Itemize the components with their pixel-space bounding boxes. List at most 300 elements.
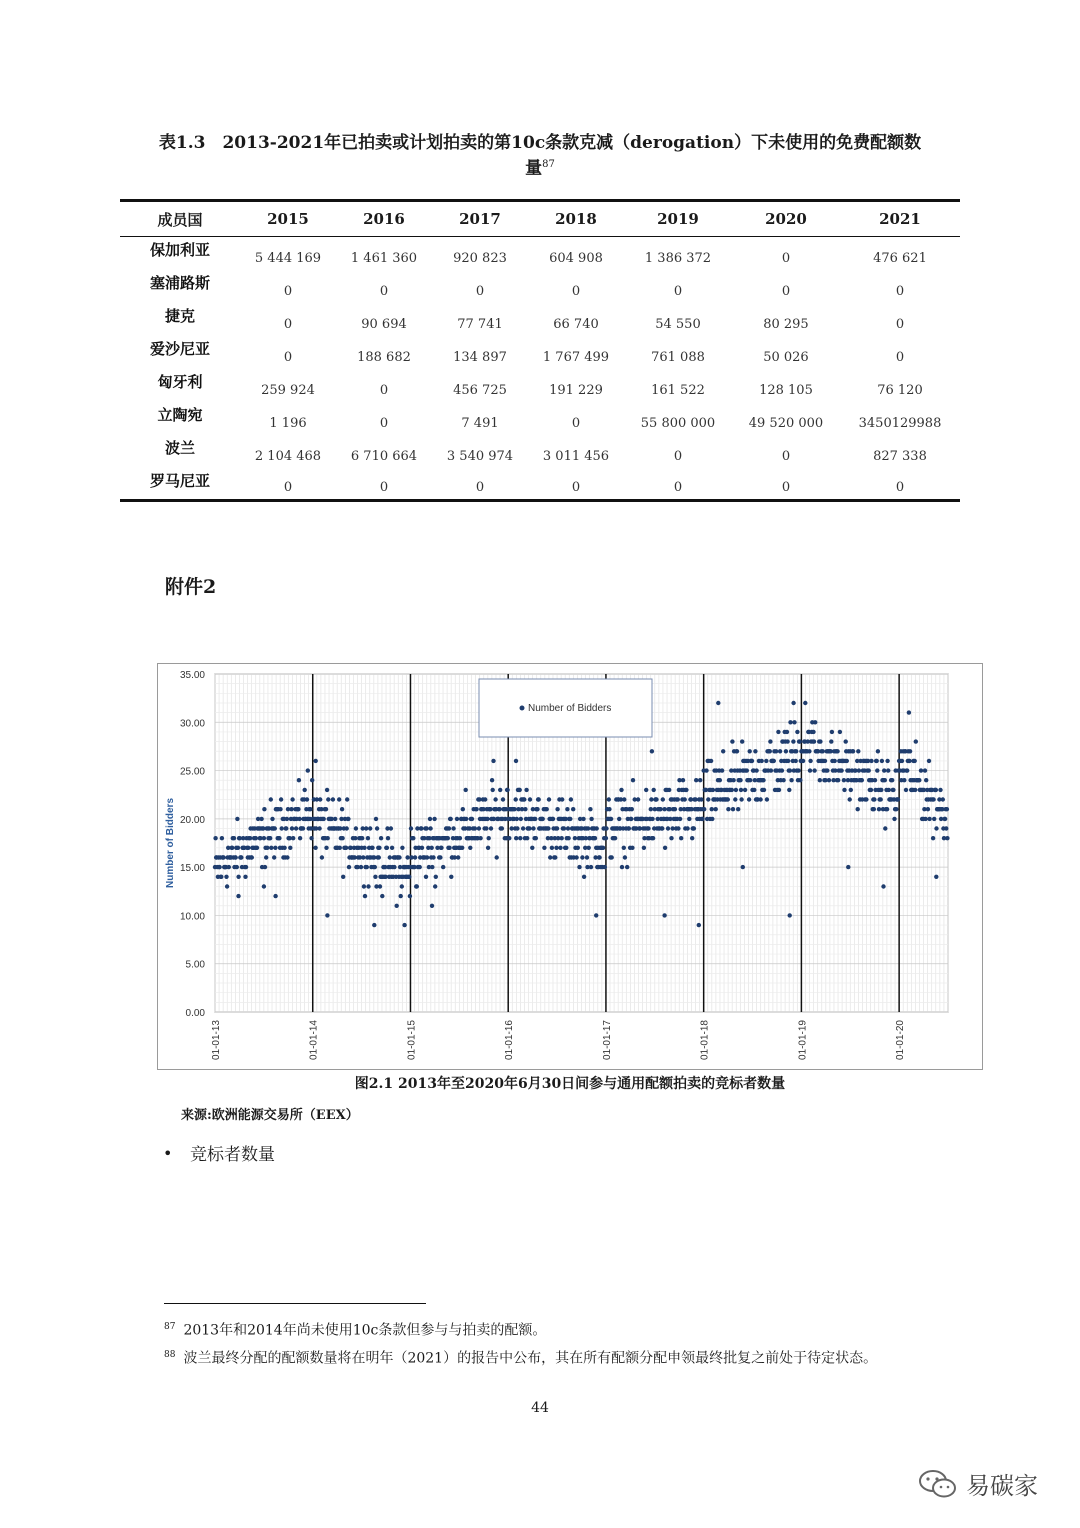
data-point bbox=[792, 720, 796, 724]
data-point bbox=[405, 855, 409, 859]
data-point bbox=[943, 817, 947, 821]
data-point bbox=[927, 759, 931, 763]
data-point bbox=[813, 720, 817, 724]
data-point bbox=[630, 846, 634, 850]
data-point bbox=[262, 836, 266, 840]
data-point bbox=[765, 797, 769, 801]
data-point bbox=[318, 797, 322, 801]
data-point bbox=[528, 797, 532, 801]
data-point bbox=[363, 894, 367, 898]
data-point bbox=[345, 797, 349, 801]
data-point bbox=[945, 836, 949, 840]
data-point bbox=[236, 875, 240, 879]
data-point bbox=[625, 865, 629, 869]
x-tick-label: 01-01-20 bbox=[895, 1020, 907, 1061]
table-row bbox=[120, 303, 960, 336]
data-point bbox=[860, 778, 864, 782]
header-year: 2018 bbox=[555, 210, 597, 228]
data-point bbox=[629, 817, 633, 821]
data-point bbox=[230, 846, 234, 850]
data-point bbox=[433, 884, 437, 888]
data-point bbox=[273, 894, 277, 898]
data-point bbox=[687, 817, 691, 821]
data-point bbox=[761, 778, 765, 782]
cell-value: 0 bbox=[283, 480, 293, 495]
data-point bbox=[553, 855, 557, 859]
data-point bbox=[777, 788, 781, 792]
cell-value: 604 908 bbox=[549, 250, 603, 266]
cell-value: 1 386 372 bbox=[644, 250, 712, 266]
data-point bbox=[282, 846, 286, 850]
data-point bbox=[681, 778, 685, 782]
data-point bbox=[785, 739, 789, 743]
data-point bbox=[769, 768, 773, 772]
data-point bbox=[882, 768, 886, 772]
data-point bbox=[934, 875, 938, 879]
data-point bbox=[491, 788, 495, 792]
table-row bbox=[120, 270, 960, 303]
header-year: 2016 bbox=[363, 210, 405, 228]
data-point bbox=[934, 826, 938, 830]
data-point bbox=[239, 855, 243, 859]
data-point bbox=[400, 884, 404, 888]
data-point bbox=[662, 807, 666, 811]
data-point bbox=[607, 797, 611, 801]
data-point bbox=[484, 826, 488, 830]
data-point bbox=[597, 855, 601, 859]
y-tick-label: 0.00 bbox=[185, 1008, 205, 1019]
data-point bbox=[875, 759, 879, 763]
data-point bbox=[944, 826, 948, 830]
data-point bbox=[651, 836, 655, 840]
table-title bbox=[120, 132, 960, 180]
y-tick-label: 35.00 bbox=[179, 670, 205, 681]
data-point bbox=[555, 807, 559, 811]
data-point bbox=[514, 836, 518, 840]
data-point bbox=[262, 884, 266, 888]
data-point bbox=[699, 797, 703, 801]
data-point bbox=[846, 865, 850, 869]
data-point bbox=[622, 846, 626, 850]
data-point bbox=[531, 826, 535, 830]
data-point bbox=[907, 710, 911, 714]
data-point bbox=[589, 817, 593, 821]
data-point bbox=[386, 836, 390, 840]
footnote-mark: 87 bbox=[164, 1322, 176, 1332]
cell-value: 761 088 bbox=[651, 349, 705, 365]
data-point bbox=[524, 788, 528, 792]
figure-caption: 图2.1 2013年至2020年6月30日间参与通用配额拍卖的竞标者数量 bbox=[354, 1076, 786, 1092]
y-tick-label: 25.00 bbox=[179, 766, 205, 778]
data-point bbox=[887, 788, 891, 792]
data-point bbox=[305, 797, 309, 801]
data-point bbox=[781, 778, 785, 782]
data-point bbox=[786, 759, 790, 763]
data-point bbox=[546, 826, 550, 830]
data-point bbox=[279, 797, 283, 801]
data-point bbox=[780, 768, 784, 772]
data-point bbox=[522, 797, 526, 801]
cell-value: 0 bbox=[781, 448, 791, 464]
cell-value: 0 bbox=[673, 480, 683, 495]
data-point bbox=[289, 807, 293, 811]
data-point bbox=[560, 797, 564, 801]
data-point bbox=[217, 865, 221, 869]
bullet-dot: • bbox=[163, 1144, 173, 1163]
legend-label: Number of Bidders bbox=[528, 703, 612, 714]
data-point bbox=[784, 749, 788, 753]
data-point bbox=[733, 797, 737, 801]
data-point bbox=[392, 865, 396, 869]
data-point bbox=[758, 797, 762, 801]
data-point bbox=[710, 807, 714, 811]
cell-country: 塞浦路斯 bbox=[149, 273, 210, 292]
data-point bbox=[541, 817, 545, 821]
data-point bbox=[938, 788, 942, 792]
y-axis-label: Number of Bidders bbox=[165, 797, 176, 889]
data-point bbox=[726, 797, 730, 801]
data-point bbox=[652, 788, 656, 792]
cell-value: 0 bbox=[475, 480, 485, 495]
data-point bbox=[501, 797, 505, 801]
data-point bbox=[379, 836, 383, 840]
data-point bbox=[554, 846, 558, 850]
data-point bbox=[607, 807, 611, 811]
data-point bbox=[753, 749, 757, 753]
header-year: 2015 bbox=[267, 210, 309, 228]
data-point bbox=[644, 788, 648, 792]
table-row bbox=[120, 402, 960, 435]
bidders-chart bbox=[157, 663, 983, 1070]
data-point bbox=[623, 855, 627, 859]
data-point bbox=[446, 836, 450, 840]
data-point bbox=[269, 797, 273, 801]
cell-value: 0 bbox=[283, 316, 293, 332]
data-point bbox=[341, 875, 345, 879]
data-point bbox=[791, 701, 795, 705]
data-point bbox=[449, 817, 453, 821]
watermark-text: 易碳家 bbox=[966, 1472, 1038, 1500]
data-point bbox=[419, 826, 423, 830]
data-point bbox=[714, 807, 718, 811]
header-year: 2019 bbox=[657, 210, 699, 228]
data-point bbox=[601, 846, 605, 850]
data-point bbox=[741, 865, 745, 869]
data-point bbox=[836, 778, 840, 782]
data-point bbox=[811, 730, 815, 734]
data-point bbox=[505, 788, 509, 792]
data-point bbox=[662, 913, 666, 917]
data-point bbox=[235, 865, 239, 869]
data-point bbox=[617, 817, 621, 821]
data-point bbox=[869, 788, 873, 792]
data-point bbox=[932, 817, 936, 821]
data-point bbox=[324, 807, 328, 811]
data-point bbox=[320, 855, 324, 859]
x-tick-label: 01-01-13 bbox=[211, 1020, 222, 1061]
data-point bbox=[812, 768, 816, 772]
data-point bbox=[451, 826, 455, 830]
data-point bbox=[340, 807, 344, 811]
data-point bbox=[512, 807, 516, 811]
data-point bbox=[221, 855, 225, 859]
data-point bbox=[576, 846, 580, 850]
data-point bbox=[794, 759, 798, 763]
data-point bbox=[533, 817, 537, 821]
data-point bbox=[885, 759, 889, 763]
data-point bbox=[373, 865, 377, 869]
cell-value: 76 120 bbox=[877, 382, 923, 398]
data-point bbox=[232, 836, 236, 840]
data-point bbox=[690, 836, 694, 840]
data-point bbox=[290, 826, 294, 830]
data-point bbox=[569, 797, 573, 801]
x-tick-label: 01-01-17 bbox=[601, 1020, 613, 1061]
data-point bbox=[740, 739, 744, 743]
cell-value: 0 bbox=[895, 283, 905, 299]
data-point bbox=[566, 826, 570, 830]
data-point bbox=[902, 778, 906, 782]
data-point bbox=[424, 826, 428, 830]
data-point bbox=[778, 749, 782, 753]
data-point bbox=[702, 807, 706, 811]
data-point bbox=[399, 894, 403, 898]
table-header-row bbox=[120, 201, 960, 237]
data-point bbox=[244, 865, 248, 869]
cell-value: 161 522 bbox=[651, 382, 705, 398]
data-point bbox=[470, 817, 474, 821]
cell-value: 456 725 bbox=[453, 382, 507, 398]
data-point bbox=[867, 768, 871, 772]
data-point bbox=[460, 846, 464, 850]
data-point bbox=[366, 884, 370, 888]
data-point bbox=[631, 778, 635, 782]
data-point bbox=[525, 836, 529, 840]
data-point bbox=[473, 826, 477, 830]
data-point bbox=[876, 749, 880, 753]
cell-country: 波兰 bbox=[164, 438, 195, 457]
header-year: 2020 bbox=[765, 210, 807, 228]
figure-source: 来源:欧洲能源交易所（EEX） bbox=[181, 1108, 359, 1123]
data-point bbox=[395, 904, 399, 908]
data-point bbox=[739, 788, 743, 792]
data-point bbox=[886, 768, 890, 772]
data-point bbox=[587, 846, 591, 850]
data-point bbox=[488, 807, 492, 811]
data-point bbox=[285, 855, 289, 859]
data-point bbox=[721, 749, 725, 753]
cell-value: 0 bbox=[571, 415, 581, 431]
data-point bbox=[796, 768, 800, 772]
cell-value: 0 bbox=[895, 316, 905, 332]
data-point bbox=[250, 855, 254, 859]
data-point bbox=[879, 797, 883, 801]
data-point bbox=[739, 797, 743, 801]
data-point bbox=[439, 846, 443, 850]
data-point bbox=[388, 855, 392, 859]
data-point bbox=[345, 826, 349, 830]
data-point bbox=[346, 817, 350, 821]
data-point bbox=[545, 807, 549, 811]
data-point bbox=[264, 855, 268, 859]
data-point bbox=[325, 913, 329, 917]
data-point bbox=[747, 797, 751, 801]
data-point bbox=[418, 865, 422, 869]
data-point bbox=[477, 826, 481, 830]
data-point bbox=[945, 807, 949, 811]
cell-value: 77 741 bbox=[457, 316, 503, 332]
data-point bbox=[354, 826, 358, 830]
data-point bbox=[278, 807, 282, 811]
data-point bbox=[787, 788, 791, 792]
data-point bbox=[649, 807, 653, 811]
cell-value: 0 bbox=[571, 283, 581, 299]
data-point bbox=[835, 749, 839, 753]
data-point bbox=[904, 788, 908, 792]
cell-value: 134 897 bbox=[453, 349, 507, 365]
data-point bbox=[220, 836, 224, 840]
data-point bbox=[227, 865, 231, 869]
data-point bbox=[890, 778, 894, 782]
data-point bbox=[646, 826, 650, 830]
table-row bbox=[120, 369, 960, 402]
data-point bbox=[818, 778, 822, 782]
data-point bbox=[254, 836, 258, 840]
cell-value: 920 823 bbox=[453, 250, 507, 266]
cell-value: 50 026 bbox=[763, 349, 809, 365]
data-point bbox=[666, 826, 670, 830]
cell-value: 0 bbox=[781, 283, 791, 299]
cell-value: 0 bbox=[379, 415, 389, 431]
cell-value: 0 bbox=[895, 480, 905, 495]
data-point bbox=[941, 797, 945, 801]
data-point bbox=[375, 826, 379, 830]
table-title-line2: 量 bbox=[525, 158, 543, 179]
data-point bbox=[864, 797, 868, 801]
data-point bbox=[736, 807, 740, 811]
cell-value: 0 bbox=[283, 349, 293, 365]
data-point bbox=[768, 739, 772, 743]
data-point bbox=[515, 817, 519, 821]
data-point bbox=[710, 817, 714, 821]
annex-title: 附件2 bbox=[165, 576, 217, 598]
data-point bbox=[535, 807, 539, 811]
data-point bbox=[711, 788, 715, 792]
data-point bbox=[449, 875, 453, 879]
data-point bbox=[585, 855, 589, 859]
data-point bbox=[347, 865, 351, 869]
cell-value: 0 bbox=[781, 480, 791, 495]
data-point bbox=[619, 788, 623, 792]
y-tick-label: 10.00 bbox=[179, 911, 205, 923]
data-point bbox=[314, 759, 318, 763]
data-point bbox=[609, 817, 613, 821]
y-tick-label: 30.00 bbox=[179, 718, 205, 730]
bidders-scatter-plot bbox=[158, 664, 984, 1071]
data-point bbox=[325, 788, 329, 792]
data-point bbox=[397, 855, 401, 859]
data-point bbox=[548, 855, 552, 859]
data-point bbox=[306, 768, 310, 772]
data-point bbox=[309, 836, 313, 840]
table-row bbox=[120, 435, 960, 468]
cell-value: 5 444 169 bbox=[254, 250, 322, 266]
data-point bbox=[883, 826, 887, 830]
data-point bbox=[411, 836, 415, 840]
data-point bbox=[560, 836, 564, 840]
cell-country: 保加利亚 bbox=[149, 241, 210, 259]
data-point bbox=[881, 884, 885, 888]
header-country: 成员国 bbox=[157, 210, 203, 229]
data-point bbox=[650, 749, 654, 753]
x-tick-label: 01-01-14 bbox=[308, 1020, 320, 1061]
data-point bbox=[735, 749, 739, 753]
data-point bbox=[380, 894, 384, 898]
data-point bbox=[908, 749, 912, 753]
data-point bbox=[586, 826, 590, 830]
data-point bbox=[447, 846, 451, 850]
data-point bbox=[667, 788, 671, 792]
data-point bbox=[425, 855, 429, 859]
data-point bbox=[676, 826, 680, 830]
data-point bbox=[706, 797, 710, 801]
data-point bbox=[603, 865, 607, 869]
data-point bbox=[610, 855, 614, 859]
table-title-note: 87 bbox=[542, 159, 555, 170]
data-point bbox=[807, 749, 811, 753]
cell-value: 3 540 974 bbox=[446, 448, 514, 464]
data-point bbox=[818, 739, 822, 743]
data-point bbox=[284, 826, 288, 830]
cell-value: 7 491 bbox=[461, 415, 499, 431]
cell-value: 6 710 664 bbox=[350, 448, 418, 464]
data-point bbox=[534, 836, 538, 840]
data-point bbox=[627, 826, 631, 830]
data-point bbox=[745, 768, 749, 772]
data-point bbox=[491, 759, 495, 763]
data-point bbox=[372, 923, 376, 927]
data-point bbox=[788, 768, 792, 772]
cell-value: 66 740 bbox=[553, 316, 599, 332]
data-point bbox=[365, 865, 369, 869]
data-point bbox=[875, 768, 879, 772]
data-point bbox=[698, 778, 702, 782]
cell-value: 90 694 bbox=[361, 316, 407, 332]
data-point bbox=[803, 701, 807, 705]
data-point bbox=[931, 836, 935, 840]
cell-value: 128 105 bbox=[759, 382, 813, 398]
data-point bbox=[748, 749, 752, 753]
cell-value: 0 bbox=[379, 480, 389, 495]
legend-marker bbox=[520, 706, 525, 711]
data-point bbox=[679, 836, 683, 840]
data-point bbox=[738, 778, 742, 782]
data-point bbox=[324, 846, 328, 850]
data-point bbox=[856, 749, 860, 753]
data-point bbox=[374, 817, 378, 821]
data-point bbox=[518, 788, 522, 792]
data-point bbox=[900, 759, 904, 763]
data-point bbox=[919, 768, 923, 772]
footnote-mark: 88 bbox=[164, 1350, 176, 1360]
cell-value: 1 461 360 bbox=[350, 250, 418, 266]
data-point bbox=[872, 807, 876, 811]
data-point bbox=[716, 701, 720, 705]
y-tick-label: 20.00 bbox=[179, 814, 205, 826]
data-point bbox=[856, 807, 860, 811]
data-point bbox=[296, 807, 300, 811]
data-point bbox=[595, 826, 599, 830]
